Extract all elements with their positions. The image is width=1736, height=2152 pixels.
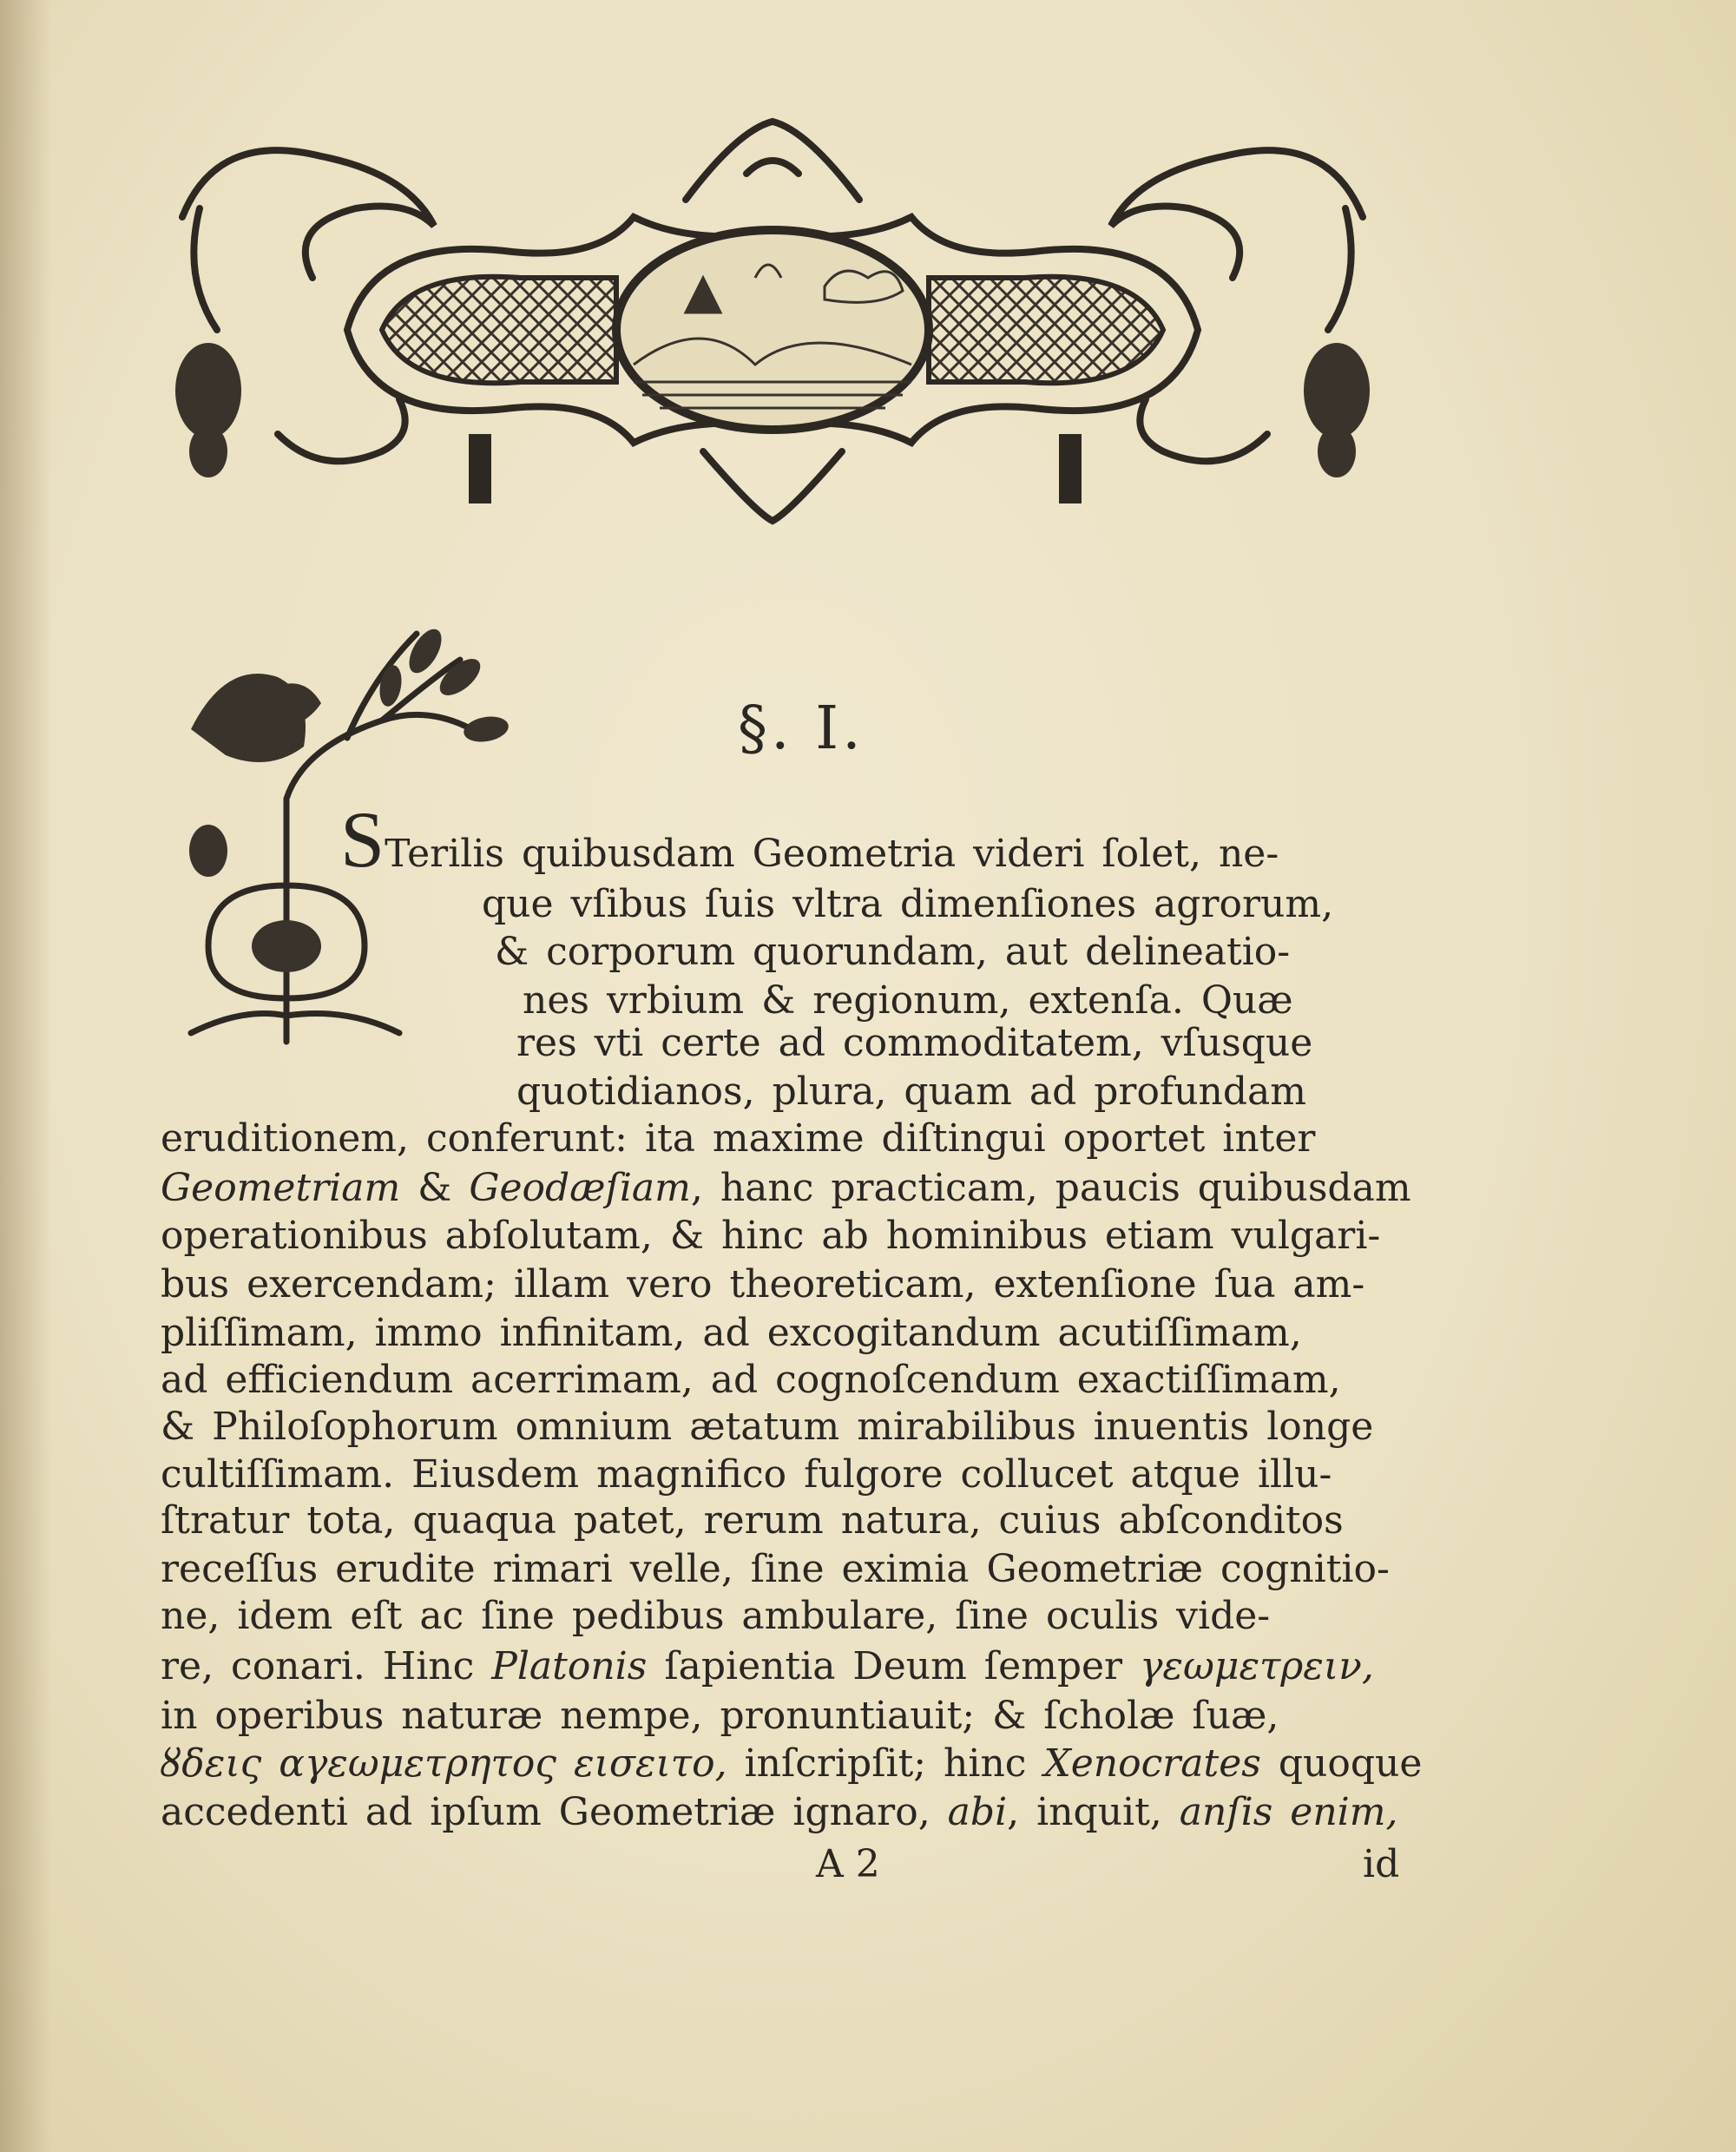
text-line-5: res vti certe ad commoditatem, vſusque xyxy=(516,1021,1313,1065)
text-line-10: bus exercendam; illam vero theoreticam, extenſione ſua am- xyxy=(161,1262,1365,1306)
text-line-7: eruditionem, conferunt: ita maxime diſtingui oportet inter xyxy=(161,1116,1316,1161)
text-line-2: que vſibus ſuis vltra dimenſiones agrorum, xyxy=(482,882,1334,926)
signature-mark: A 2 xyxy=(816,1842,880,1886)
drop-capital: S xyxy=(340,795,385,884)
text-line-15: ſtratur tota, quaqua patet, rerum natura, cuius abſconditos xyxy=(161,1498,1344,1543)
text-line-8: Geometriam & Geodæſiam, hanc practicam, paucis quibusdam xyxy=(161,1166,1411,1210)
text-line-17: ne, idem eſt ac ſine pedibus ambulare, ſine oculis vide- xyxy=(161,1594,1271,1638)
ornamental-headpiece xyxy=(148,104,1397,530)
text-line-14: cultiſſimam. Eiusdem magnifico fulgore collucet atque illu- xyxy=(161,1452,1332,1497)
text-line-20: ȣδεις αγεωμετρητος εισειτο, inſcripſit; hinc Xenocrates quoque xyxy=(161,1741,1423,1786)
page-edge-shadow xyxy=(0,0,52,2152)
text-line-19: in operibus naturæ nempe, pronuntiauit; & ſcholæ ſuæ, xyxy=(161,1694,1279,1738)
section-heading: §. I. xyxy=(738,694,865,763)
text-line-13: & Philoſophorum omnium ætatum mirabilibus inuentis longe xyxy=(161,1405,1374,1449)
text-line-16: receſſus erudite rimari velle, ſine eximia Geometriæ cognitio- xyxy=(161,1547,1390,1591)
text-line-9: operationibus abſolutam, & hinc ab hominibus etiam vulgari- xyxy=(161,1214,1381,1258)
text-line-1: STerilis quibusdam Geometria videri ſolet, ne- xyxy=(340,795,1279,884)
text-line-11: pliſſimam, immo infinitam, ad excogitandum acutiſſimam, xyxy=(161,1311,1302,1355)
text-line-18: re, conari. Hinc Platonis ſapientia Deum ſemper γεωμετρειν, xyxy=(161,1644,1374,1688)
text-line-12: ad efficiendum acerrimam, ad cognoſcendum exactiſſimam, xyxy=(161,1358,1341,1402)
text-line-6: quotidianos, plura, quam ad profundam xyxy=(516,1069,1307,1114)
text-line-3: & corporum quorundam, aut delineatio- xyxy=(495,930,1291,974)
catchword: id xyxy=(1363,1842,1400,1886)
text-line-21: accedenti ad ipſum Geometriæ ignaro, abi, inquit, anſis enim, xyxy=(161,1790,1398,1834)
text-line-4: nes vrbium & regionum, extenſa. Quæ xyxy=(523,978,1293,1023)
